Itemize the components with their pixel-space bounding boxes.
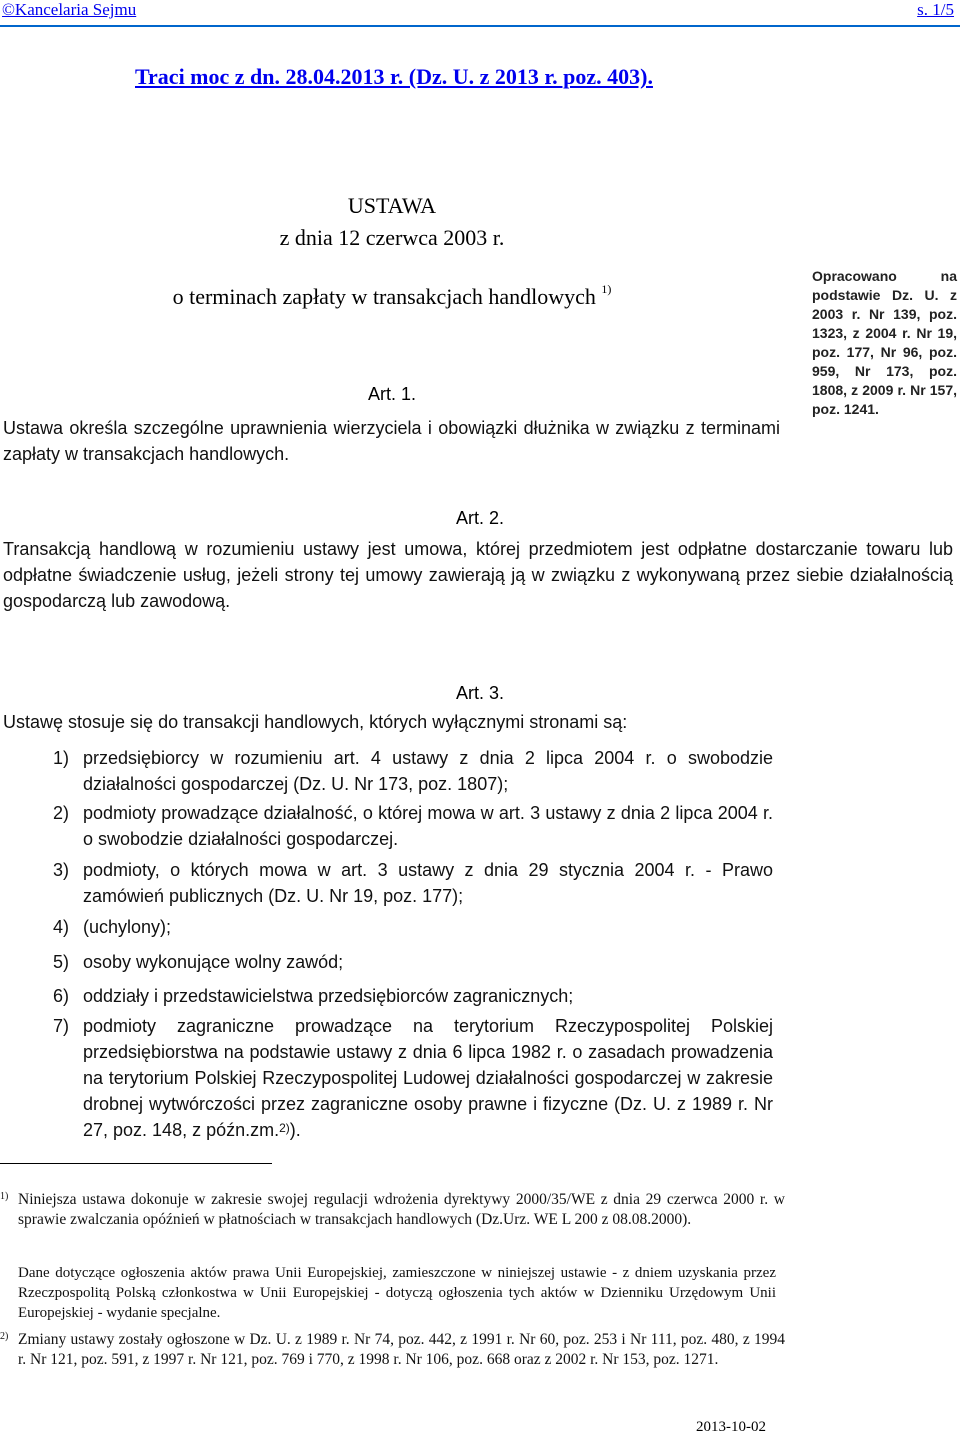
act-subject [0, 284, 784, 310]
article-3-item [53, 745, 773, 797]
article-3-item [53, 1013, 773, 1143]
item-number: 3) [53, 860, 70, 880]
item-text: osoby wykonujące wolny zawód; [83, 952, 344, 972]
article-3-item [53, 914, 773, 940]
article-3-item [53, 800, 773, 852]
item-text-tail: ). [289, 1120, 301, 1140]
article-1-text: Ustawa określa szczególne uprawnienia wierzyciela i obowiązki dłużnika w związku z terminami zapłaty w transakcjach handlowych. [3, 418, 780, 464]
footnote-1 [0, 1190, 785, 1230]
item-text: podmioty prowadzące działalność, o której mowa w art. 3 ustawy z dnia 2 lipca 2004 r. o swobodzie działalności gospodarczej. [83, 803, 773, 849]
item-text: przedsiębiorcy w rozumieniu art. 4 ustawy z dnia 2 lipca 2004 r. o swobodzie działalności gospodarczej (Dz. U. Nr 173, poz. 1807); [83, 748, 773, 794]
act-subject-text: o terminach zapłaty w transakcjach handlowych [172, 284, 596, 309]
footnote-1-text: Niniejsza ustawa dokonuje w zakresie swojej regulacji wdrożenia dyrektywy 2000/35/WE z dnia 29 czerwca 2000 r. w sprawie zwalczania opóźnień w płatnościach w transakcjach handlowych (Dz.Urz. WE L 200 z 08.08.2000). [18, 1191, 785, 1228]
article-3-item [53, 857, 773, 909]
act-type: USTAWA [347, 193, 437, 218]
item-text: (uchylony); [83, 917, 172, 937]
margin-note-source: Opracowano na podstawie Dz. U. z 2003 r. Nr 139, poz. 1323, z 2004 r. Nr 19, poz. 177, Nr 96, poz. 959, Nr 173, poz. 1808, z 2009 r. Nr 157, poz. 1241. [812, 268, 957, 417]
footnote-separator [0, 1163, 272, 1164]
article-2-heading: Art. 2. [455, 508, 504, 528]
footnote-ref-1[interactable]: 1) [601, 282, 612, 296]
item-number: 1) [53, 748, 70, 768]
act-date: z dnia 12 czerwca 2003 r. [279, 225, 505, 250]
item-text [83, 1013, 773, 1143]
article-2-text: Transakcją handlową w rozumieniu ustawy jest umowa, której przedmiotem jest odpłatne dostarczanie towaru lub odpłatne świadczenie usług, jeżeli strony tej umowy zawierają ją w związku z wykonywaną przez siebie działalnością gospodarczą lub zawodową. [3, 539, 953, 611]
article-3-heading: Art. 3. [455, 683, 504, 703]
item-number: 4) [53, 917, 70, 937]
footer-date: 2013-10-02 [696, 1419, 766, 1435]
item-number: 2) [53, 803, 70, 823]
header-publisher-link[interactable]: ©Kancelaria Sejmu [2, 0, 137, 19]
footnote-2-text: Zmiany ustawy zostały ogłoszone w Dz. U. z 1989 r. Nr 74, poz. 442, z 1991 r. Nr 60, poz. 253 i Nr 111, poz. 480, z 1994 r. Nr 121, poz. 591, z 1997 r. Nr 121, poz. 769 i 770, z 1998 r. Nr 106, poz. 668 oraz z 2002 r. Nr 153, poz. 1271. [18, 1331, 785, 1368]
footnote-2 [0, 1330, 785, 1370]
article-3-item [53, 983, 773, 1009]
footnote-ref-2[interactable]: 2) [279, 1121, 290, 1135]
article-3-item [53, 949, 773, 975]
act-title [0, 190, 784, 254]
header-divider [0, 25, 960, 27]
item-number: 6) [53, 986, 70, 1006]
item-text-main: podmioty zagraniczne prowadzące na terytorium Rzeczypospolitej Polskiej przedsiębiorstwa na podstawie ustawy z dnia 6 lipca 1982 r. o zasadach prowadzenia na terytorium Polskiej Rzeczypospolitej Ludowej działalności gospodarczej w zakresie drobnej wytwórczości przez zagraniczne osoby prawne i fizyczne (Dz. U. z 1989 r. Nr 27, poz. 148, z późn.zm. [83, 1016, 773, 1140]
item-number: 7) [53, 1016, 70, 1036]
article-1-heading: Art. 1. [367, 384, 416, 404]
item-text: oddziały i przedstawicielstwa przedsiębiorców zagranicznych; [83, 986, 574, 1006]
item-text: podmioty, o których mowa w art. 3 ustawy z dnia 29 stycznia 2004 r. - Prawo zamówień publicznych (Dz. U. Nr 19, poz. 177); [83, 860, 773, 906]
footnote-1-text-continued: Dane dotyczące ogłoszenia aktów prawa Unii Europejskiej, zamieszczone w niniejszej ustawie - z dniem uzyskania przez Rzeczpospolitą Polską członkostwa w Unii Europejskiej - dotyczą ogłoszenia tych aktów w Dzienniku Urzędowym Unii Europejskiej - wydanie specjalne. [18, 1265, 776, 1321]
footnote-2-mark: 2) [0, 1331, 9, 1342]
header-page-number-link[interactable]: s. 1/5 [917, 0, 954, 19]
item-number: 5) [53, 952, 70, 972]
article-3-intro: Ustawę stosuje się do transakcji handlowych, których wyłącznymi stronami są: [3, 712, 628, 732]
footnote-1-mark: 1) [0, 1191, 9, 1202]
repealed-notice-link[interactable]: Traci moc z dn. 28.04.2013 r. (Dz. U. z 2013 r. poz. 403). [135, 64, 653, 89]
